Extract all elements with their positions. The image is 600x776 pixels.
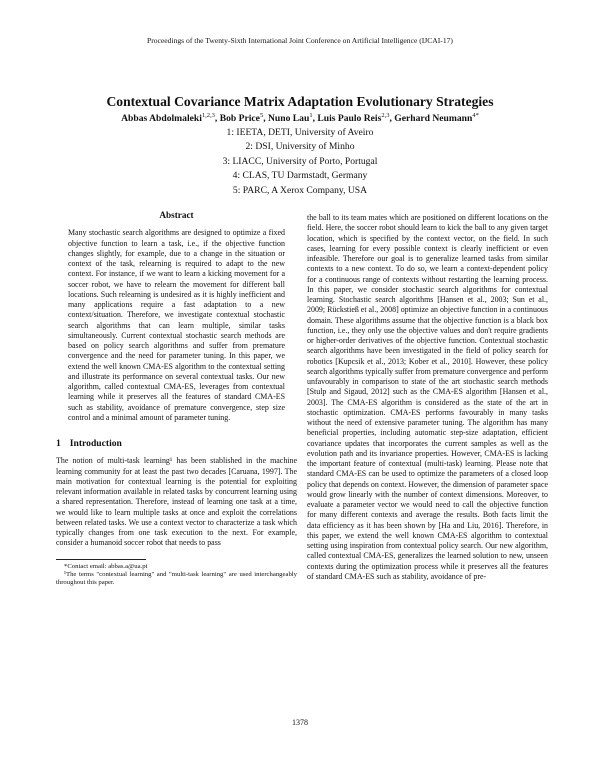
author-affiliation-marker: 1 (309, 112, 313, 119)
author-name: Nuno Lau (267, 113, 310, 125)
left-column (56, 210, 297, 587)
affiliation-line: 1: IEETA, DETI, University of Aveiro (226, 127, 374, 138)
affiliation-line: 4: CLAS, TU Darmstadt, Germany (232, 170, 368, 182)
author-name: Luis Paulo Reis (317, 113, 382, 125)
affiliation-line: 5: PARC, A Xerox Company, USA (232, 184, 368, 196)
author-list (0, 112, 600, 124)
section-title: Introduction (69, 438, 122, 449)
right-column-text: the ball to its team mates which are positioned on different locations on the field. Here, the soccer robot should learn to kick the ball to any given target location, which is specified by the context vector, on the field. In such cases, learning for every possible context is clearly inefficient or even infeasible. Therefore our goal is to generalize learned tasks from similar contexts to a new context. To do so, we learn a context-dependent policy for a continuous range of contexts without restarting the learning process. In this paper, we consider stochastic search algorithms for contextual learning. Stochastic search algorithms [Hansen et al., 2003; Sun et al., 2009; Rückstieß et al., 2008] optimize an objective function in a continuous domain. These algorithms assume that the objective function is a black box function, i.e., they only use the objective values and don't require gradients or higher-order derivatives of the objective function. Contextual stochastic search algorithms have been investigated in the field of policy search for robotics [Kupcsik et al., 2013; Kober et al., 2010]. However, these policy search algorithms typically suffer from premature convergence and perform unfavourably in comparison to state of the art stochastic search methods [Stulp and Sigaud, 2012] such as the CMA-ES algorithm [Hansen et al., 2003]. The CMA-ES algorithm is considered as the state of the art in stochastic optimization. CMA-ES performs favourably in many tasks without the need of extensive parameter tuning. The algorithm has many beneficial properties, including automatic step-size adaptation, efficient covariance updates that incorporates the current samples as well as the evolution path and its invariance properties. However, CMA-ES is lacking the important feature of contextual (multi-task) learning. Please note that standard CMA-ES can be used to optimize the parameters of a closed loop policy that depends on context. However, the dimension of parameter space would grow linearly with the number of context dimensions. Moreover, to evaluate a parameter vector we would need to call the objective function for many different contexts and average the results. Both facts limit the data efficiency as it has been shown by [Ha and Liu, 2016]. Therefore, in this paper, we extend the well known CMA-ES algorithm to contextual setting using inspiration from contextual policy search. Our new algorithm, called contextual CMA-ES, generalizes the learned solution to new, unseen contexts during the optimization process while it preserves all the features of standard CMA-ES such as stability, avoidance of pre- (307, 213, 548, 581)
author-affiliation-marker: 1,2,3 (201, 112, 215, 119)
affiliation-line: 3: LIACC, University of Porto, Portugal (222, 155, 378, 167)
author-affiliation-marker: 4* (472, 112, 479, 119)
author-separator: , (263, 113, 268, 125)
author-name: Gerhard Neumann (394, 113, 473, 125)
author-separator: , (389, 113, 395, 125)
introduction-text: The notion of multi-task learning¹ has been stablished in the machine learning community for at least the past two decades [Caruana, 1997]. The main motivation for contextual learning is the potential for exploiting relevant information available in related tasks by concurrent learning using a shared representation. Therefore, instead of learning one task at a time, we would like to learn multiple tasks at once and exploit the correlations between related tasks. We use a context vector to characterize a task which typically changes from one task execution to the next. For example, consider a humanoid soccer robot that needs to pass (56, 456, 297, 548)
author-separator: , (214, 113, 220, 125)
footnote-divider (56, 559, 146, 560)
abstract-heading: Abstract (159, 210, 194, 220)
affiliation-line: 2: DSI, University of Minho (245, 141, 355, 153)
author-name: Abbas Abdolmaleki (121, 113, 202, 125)
author-name: Bob Price (219, 113, 260, 125)
page-number: 1378 (292, 718, 308, 727)
right-column (307, 213, 548, 582)
author-affiliation-marker: 5 (259, 112, 264, 119)
abstract-text: Many stochastic search algorithms are designed to optimize a fixed objective function to learn a task, i.e., if the objective function changes slightly, for example, due to a change in the situation or context of the task, relearning is required to adapt to the new context. For instance, if we want to learn a kicking movement for a soccer robot, we have to relearn the movement for different ball locations. Such relearning is undesired as it is highly inefficient and many applications require a fast adaptation to a new context/situation. Therefore, we investigate contextual stochastic search algorithms that can learn multiple, similar tasks simultaneously. Current contextual stochastic search methods are based on policy search algorithms and suffer from premature convergence and the need for parameter tuning. In this paper, we extend the well known CMA-ES algorithm to the contextual setting and illustrate its performance on several contextual tasks. Our new algorithm, called contextual CMA-ES, leverages from contextual learning while it preserves all the features of standard CMA-ES such as stability, avoidance of premature convergence, step size control and a minimal amount of parameter tuning. (68, 228, 285, 422)
author-affiliation-marker: 2,3 (381, 112, 390, 119)
footnote-contact: *Contact email: abbas.a@ua.pt (64, 562, 148, 570)
author-separator: , (312, 113, 318, 125)
section-number: 1 (56, 438, 61, 449)
affiliation-list (0, 126, 600, 198)
section-heading-introduction (56, 439, 297, 449)
paper-title: Contextual Covariance Matrix Adaptation Evolutionary Strategies (106, 94, 494, 109)
footnote-terms: ¹The terms "contextual learning" and "multi-task learning" are used interchangeably throughout this paper. (56, 570, 297, 586)
proceedings-header: Proceedings of the Twenty-Sixth International Joint Conference on Artificial Intelligence (IJCAI-17) (147, 36, 453, 45)
